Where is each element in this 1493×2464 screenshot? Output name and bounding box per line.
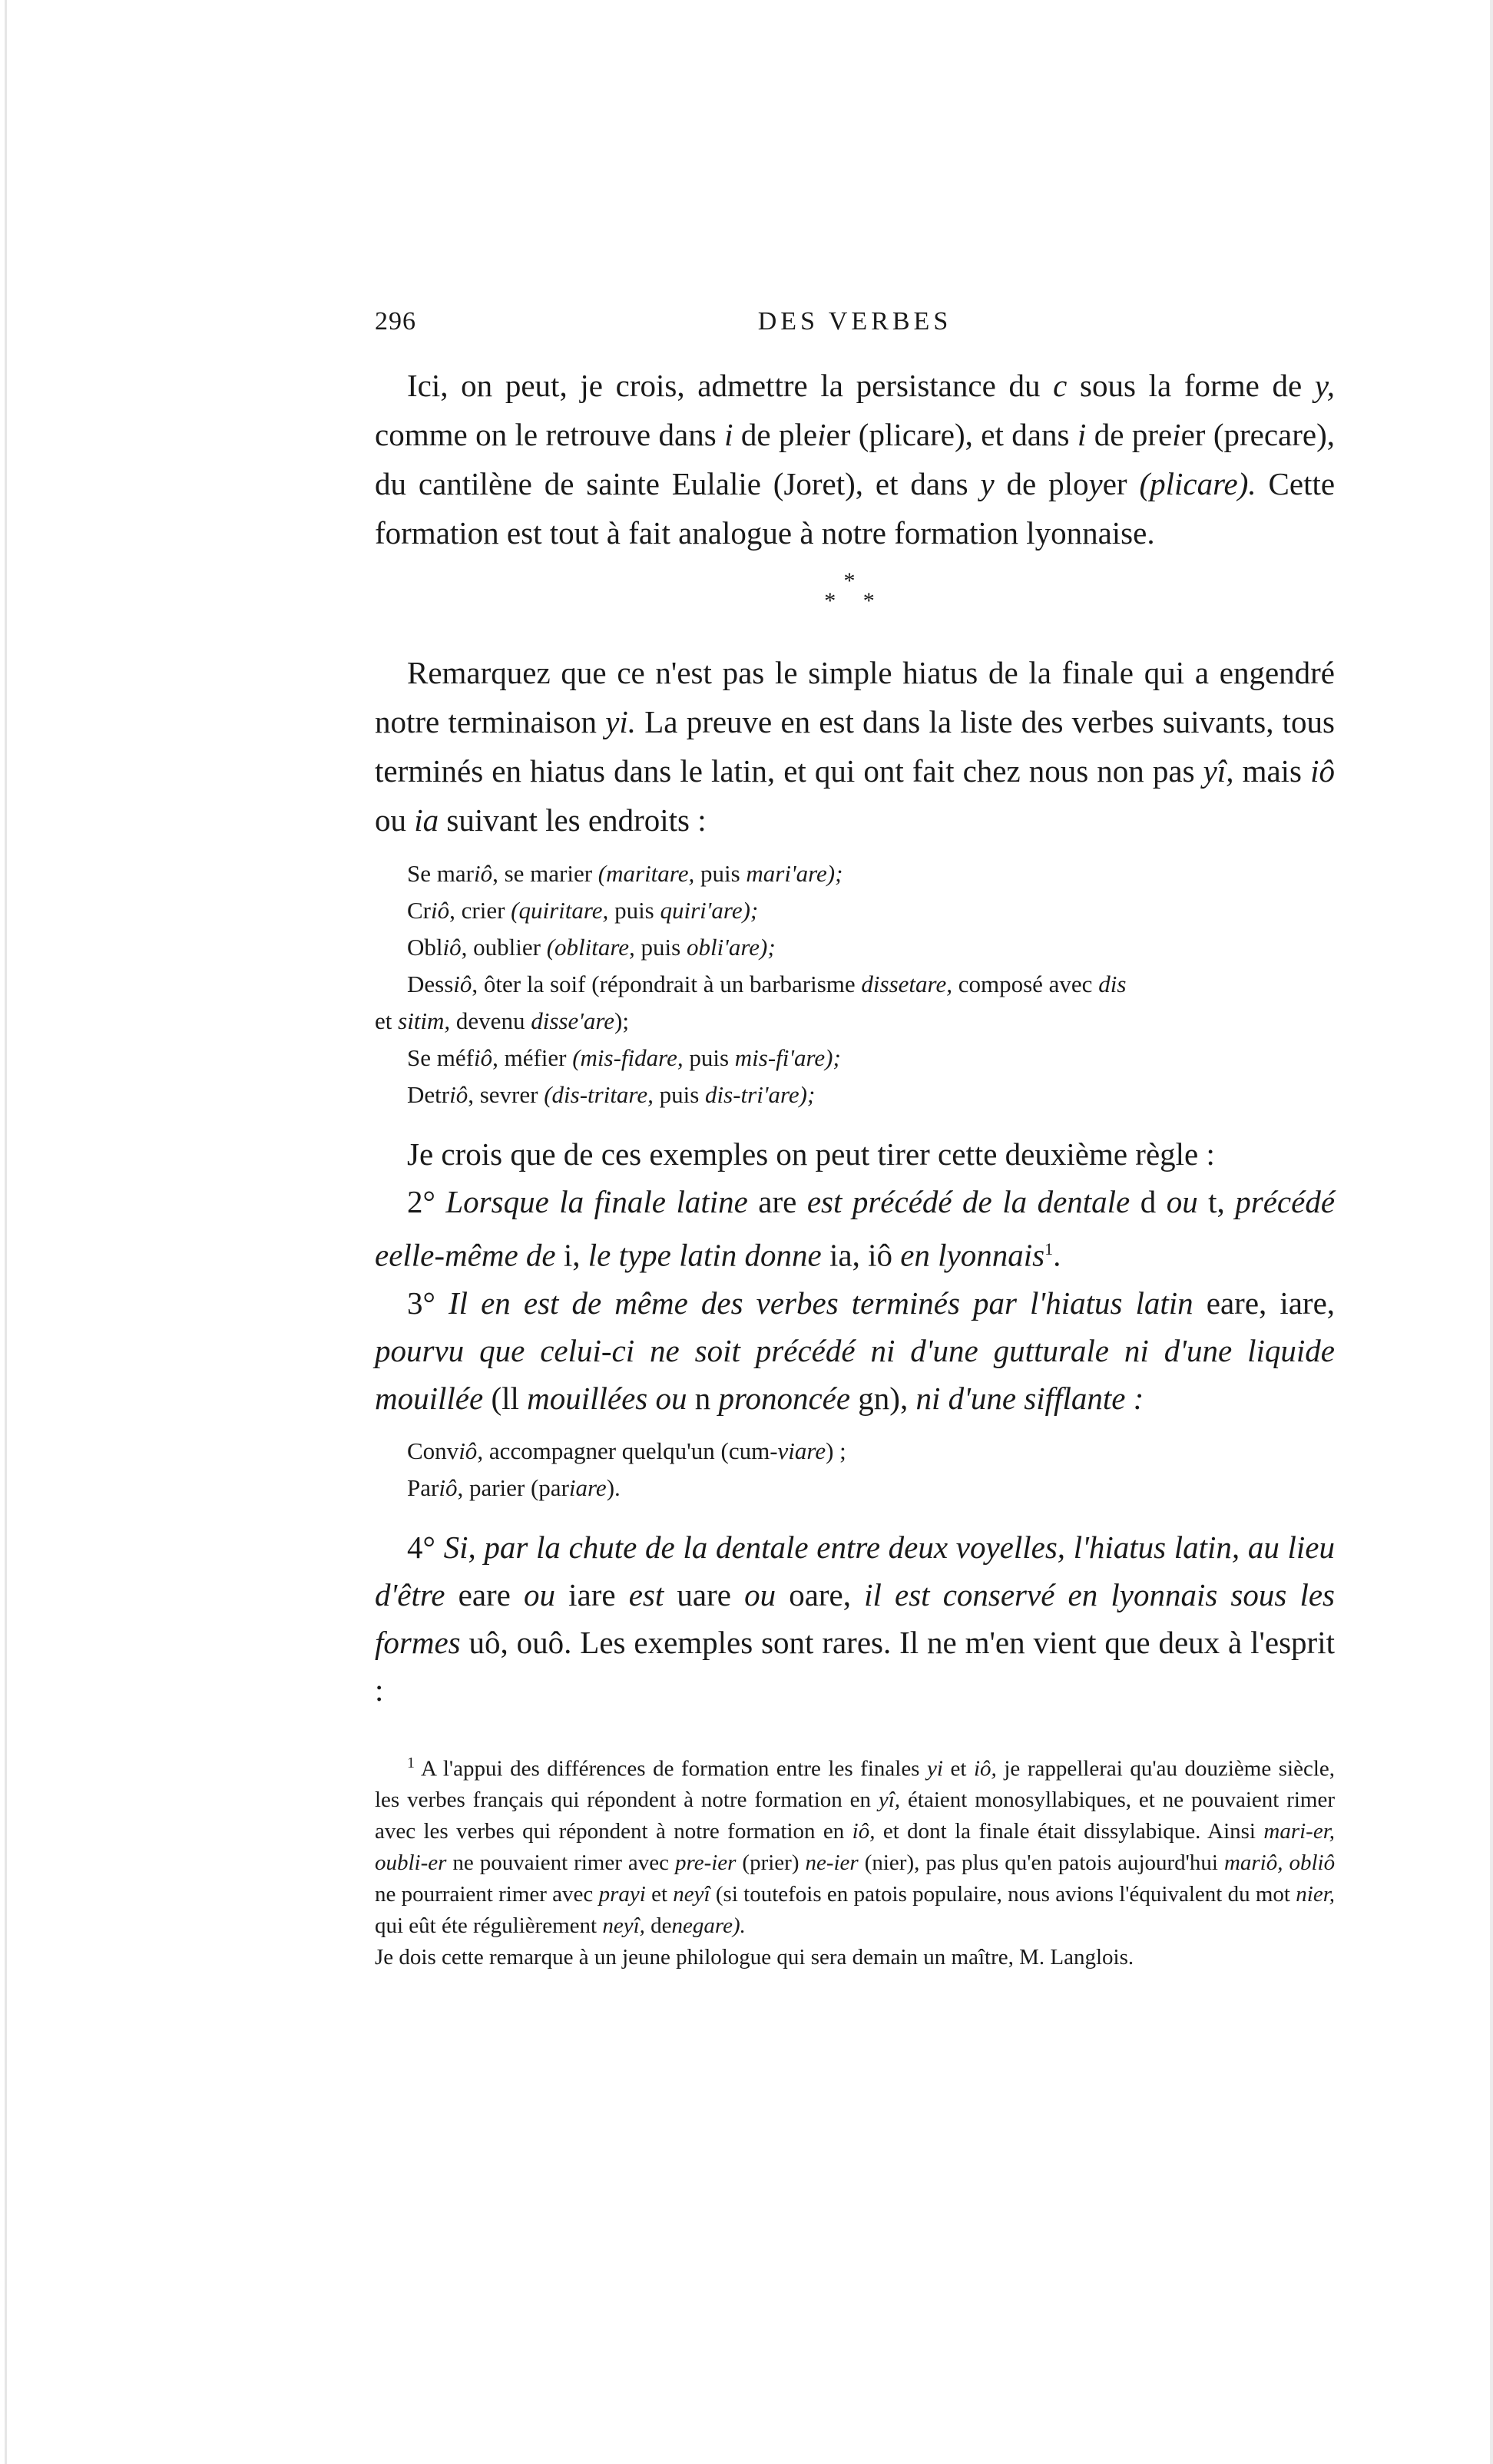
book-page [375,307,1335,1973]
footnote: $^1$ A l'appui des différences de formation entre les finales yi et iô, je rappellerai qu'au douzième siècle, les verbes français qui répondent à notre formation en yî, étaient monosyllabiques, et ne pouvaient rimer avec les verbes qui répondent à notre formation en iô, et dont la finale était dissylabique. Ainsi mari-er, oubli-er ne pouvaient rimer avec pre-ier (prier) ne-ier (nier), pas plus qu'en patois aujourd'hui mariô, obliô ne pourraient rimer avec prayi et neyî (si toutefois en patois populaire, nous avions l'équivalent du mot nier, qui eût éte régulièrement neyî, denegare). [375,1754,1336,1939]
page-number: 296 [375,307,416,336]
example-line: Se mariô, se marier (maritare, puis mari'are); [407,860,843,887]
paragraph-remarquez: Remarquez que ce n'est pas le simple hiatus de la finale qui a engendré notre terminaison yi. La preuve en est dans la liste des verbes suivants, tous terminés en hiatus dans le latin, et qui ont fait chez nous non pas yî, mais iô ou ia suivant les endroits : [375,655,1336,838]
example-line: Se méfiô, méfier (mis-fidare, puis mis-fi'are); [407,1044,841,1071]
footnote-last-line: Je dois cette remarque à un jeune philologue qui sera demain un maître, M. Langlois. [375,1945,1134,1970]
rule-2: 2° Lorsque la finale latine are est précédé de la dentale d ou t, précédé eelle-même de i, le type latin donne ia, iô en lyonnais$^1$. [375,1184,1336,1273]
example-line: Criô, crier (quiritare, puis quiri'are); [407,897,759,924]
paragraph-rule-intro: Je crois que de ces exemples on peut tirer cette deuxième règle : [407,1136,1215,1172]
example-line: et sitim, devenu disse'are); [375,1007,629,1034]
asterism-divider: * * * [824,568,886,614]
rule-4: 4° Si, par la chute de la dentale entre deux voyelles, l'hiatus latin, au lieu d'être eare ou iare est uare ou oare, il est conservé en lyonnais sous les formes uô, ouô. Les exemples sont rares. Il ne m'en vient que deux à l'esprit : [375,1529,1335,1708]
scan-edge-left [5,0,7,2464]
example-list-1 [375,855,1335,1113]
footnote-block [375,1748,1335,1974]
example-line: Detriô, sevrer (dis-tritare, puis dis-tri'are); [407,1081,816,1108]
example-list-2 [375,1433,1335,1507]
page-header [375,307,1335,361]
paragraph-intro: Ici, on peut, je crois, admettre la persistance du c sous la forme de y, comme on le retrouve dans i de pleier (plicare), et dans i de preier (precare), du cantilène de sainte Eulalie (Joret), et dans y de ployer (plicare). Cette formation est tout à fait analogue à notre formation lyonnaise. [375,368,1336,551]
example-line: Conviô, accompagner quelqu'un (cum-viare) ; [407,1437,846,1464]
footnote-ref: 1 [1044,1239,1054,1258]
example-line: Obliô, oublier (oblitare, puis obli'are); [407,934,776,961]
example-line: Pariô, parier (pariare). [407,1473,621,1501]
scan-edge-right [1490,0,1493,2464]
running-title: DES VERBES [757,307,952,336]
example-line: Dessiô, ôter la soif (répondrait à un barbarisme dissetare, composé avec dis [407,971,1127,997]
rule-3: 3° Il en est de même des verbes terminés par l'hiatus latin eare, iare, pourvu que celui-ci ne soit précédé ni d'une gutturale ni d'une liquide mouillée (ll mouillées ou n prononcée gn), ni d'une sifflante : [375,1285,1336,1416]
